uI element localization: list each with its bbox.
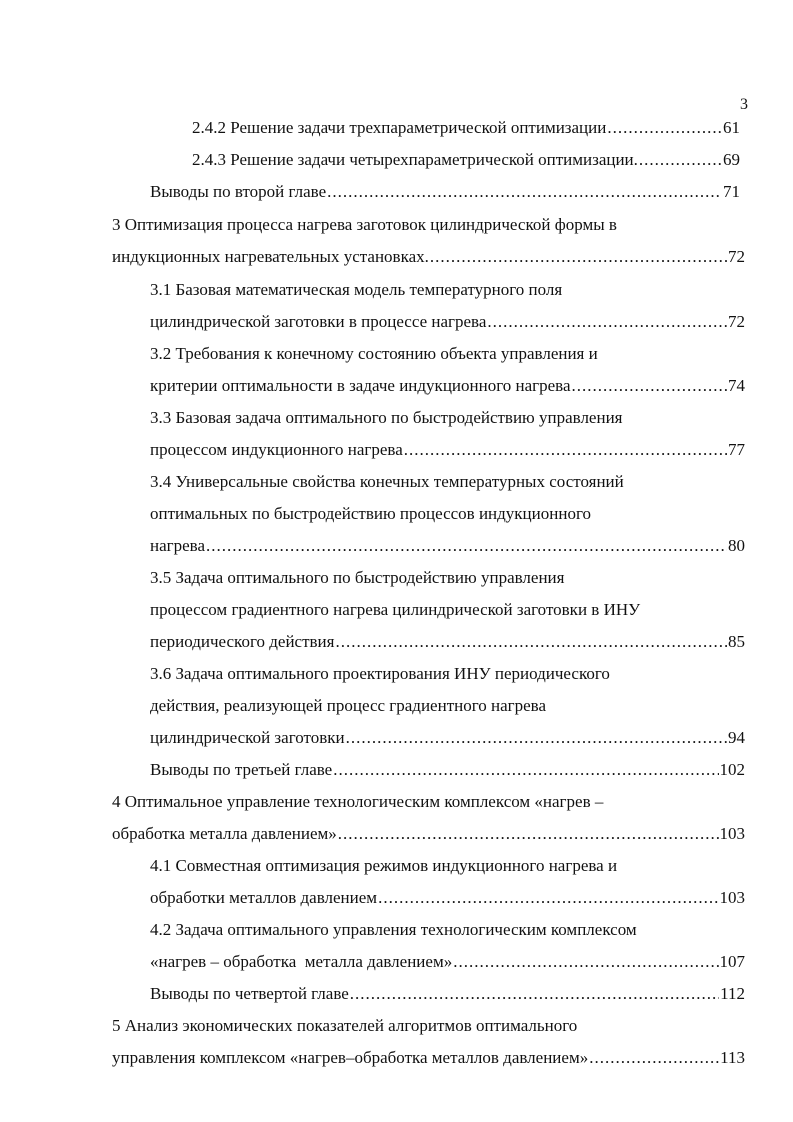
- leader-dots: [378, 887, 718, 909]
- toc-page-number: 71: [723, 182, 740, 201]
- leader-dots: [607, 117, 722, 139]
- toc-page-number: 80: [728, 536, 745, 555]
- toc-entry-3-4-cont: оптимальных по быстродействию процессов индукционного: [150, 504, 591, 523]
- toc-page-number: 103: [719, 824, 745, 843]
- toc-entry-2-4-3: 2.4.3 Решение задачи четырехпараметрической оптимизации. ..... 69: [192, 149, 740, 171]
- toc-entry-chapter-4-cont: обработка металла давлением» ..... 103: [112, 823, 745, 845]
- leader-dots: [430, 246, 727, 268]
- toc-page-number: 94: [728, 728, 745, 747]
- toc-entry-4-2: 4.2 Задача оптимального управления технологическим комплексом: [150, 920, 637, 939]
- leader-dots: [206, 535, 727, 557]
- toc-entry-conclusions-4: Выводы по четвертой главе ..... 112: [150, 983, 745, 1005]
- toc-entry-conclusions-2: Выводы по второй главе ..... 71: [150, 181, 740, 203]
- toc-entry-3-6-cont2: цилиндрической заготовки ..... 94: [150, 727, 745, 749]
- toc-page-number: 107: [719, 952, 745, 971]
- leader-dots: [335, 631, 727, 653]
- toc-page-number: 113: [720, 1048, 745, 1067]
- toc-entry-3-1-cont: цилиндрической заготовки в процессе нагрева ..... 72: [150, 311, 745, 333]
- toc-page-number: 103: [719, 888, 745, 907]
- toc-page-number: 112: [720, 984, 745, 1003]
- toc-entry-3-3-cont: процессом индукционного нагрева ..... 77: [150, 439, 745, 461]
- toc-entry-4-1: 4.1 Совместная оптимизация режимов индукционного нагрева и: [150, 856, 618, 875]
- leader-dots: [333, 759, 718, 781]
- toc-entry-3-5: 3.5 Задача оптимального по быстродействию управления: [150, 568, 565, 587]
- toc-page-number: 61: [723, 118, 740, 137]
- leader-dots: [639, 149, 722, 171]
- toc-page-number: 85: [728, 632, 745, 651]
- toc-entry-3-5-cont: процессом градиентного нагрева цилиндрической заготовки в ИНУ: [150, 600, 641, 619]
- toc-entry-3-4: 3.4 Универсальные свойства конечных температурных состояний: [150, 472, 624, 491]
- toc-entry-chapter-3: 3 Оптимизация процесса нагрева заготовок цилиндрической формы в: [112, 215, 617, 234]
- toc-page-number: 102: [719, 760, 745, 779]
- leader-dots: [327, 181, 722, 203]
- toc-entry-3-3: 3.3 Базовая задача оптимального по быстродействию управления: [150, 408, 623, 427]
- toc-entry-3-6: 3.6 Задача оптимального проектирования ИНУ периодического: [150, 664, 610, 683]
- toc-page-number: 74: [728, 376, 745, 395]
- leader-dots: [453, 951, 718, 973]
- leader-dots: [346, 727, 727, 749]
- leader-dots: [572, 375, 727, 397]
- toc-page-number: 72: [728, 312, 745, 331]
- leader-dots: [338, 823, 719, 845]
- leader-dots: [404, 439, 727, 461]
- page-number: 3: [740, 96, 748, 113]
- toc-page-number: 72: [728, 247, 745, 266]
- toc-entry-chapter-5: 5 Анализ экономических показателей алгоритмов оптимального: [112, 1016, 578, 1035]
- leader-dots: [589, 1047, 719, 1069]
- toc-entry-2-4-2: 2.4.2 Решение задачи трехпараметрической оптимизации ..... 61: [192, 117, 740, 139]
- toc-page-number: 77: [728, 440, 745, 459]
- toc-entry-3-5-cont2: периодического действия ..... 85: [150, 631, 745, 653]
- toc-entry-3-2-cont: критерии оптимальности в задаче индукционного нагрева ..... 74: [150, 375, 745, 397]
- toc-entry-chapter-3-cont: индукционных нагревательных установках. ..... 72: [112, 246, 745, 268]
- toc-entry-chapter-5-cont: управления комплексом «нагрев–обработка металлов давлением» ..... 113: [112, 1047, 745, 1069]
- toc-entry-3-1: 3.1 Базовая математическая модель температурного поля: [150, 280, 563, 299]
- toc-entry-3-4-cont2: нагрева ..... 80: [150, 535, 745, 557]
- toc-page-number: 69: [723, 150, 740, 169]
- leader-dots: [350, 983, 719, 1005]
- toc-entry-3-2: 3.2 Требования к конечному состоянию объекта управления и: [150, 344, 598, 363]
- toc-entry-chapter-4: 4 Оптимальное управление технологическим комплексом «нагрев –: [112, 792, 604, 811]
- leader-dots: [487, 311, 727, 333]
- toc-entry-conclusions-3: Выводы по третьей главе ..... 102: [150, 759, 745, 781]
- toc-entry-3-6-cont: действия, реализующей процесс градиентного нагрева: [150, 696, 547, 715]
- toc-entry-4-1-cont: обработки металлов давлением ..... 103: [150, 887, 745, 909]
- toc-entry-4-2-cont: «нагрев – обработка металла давлением» ..... 107: [150, 951, 745, 973]
